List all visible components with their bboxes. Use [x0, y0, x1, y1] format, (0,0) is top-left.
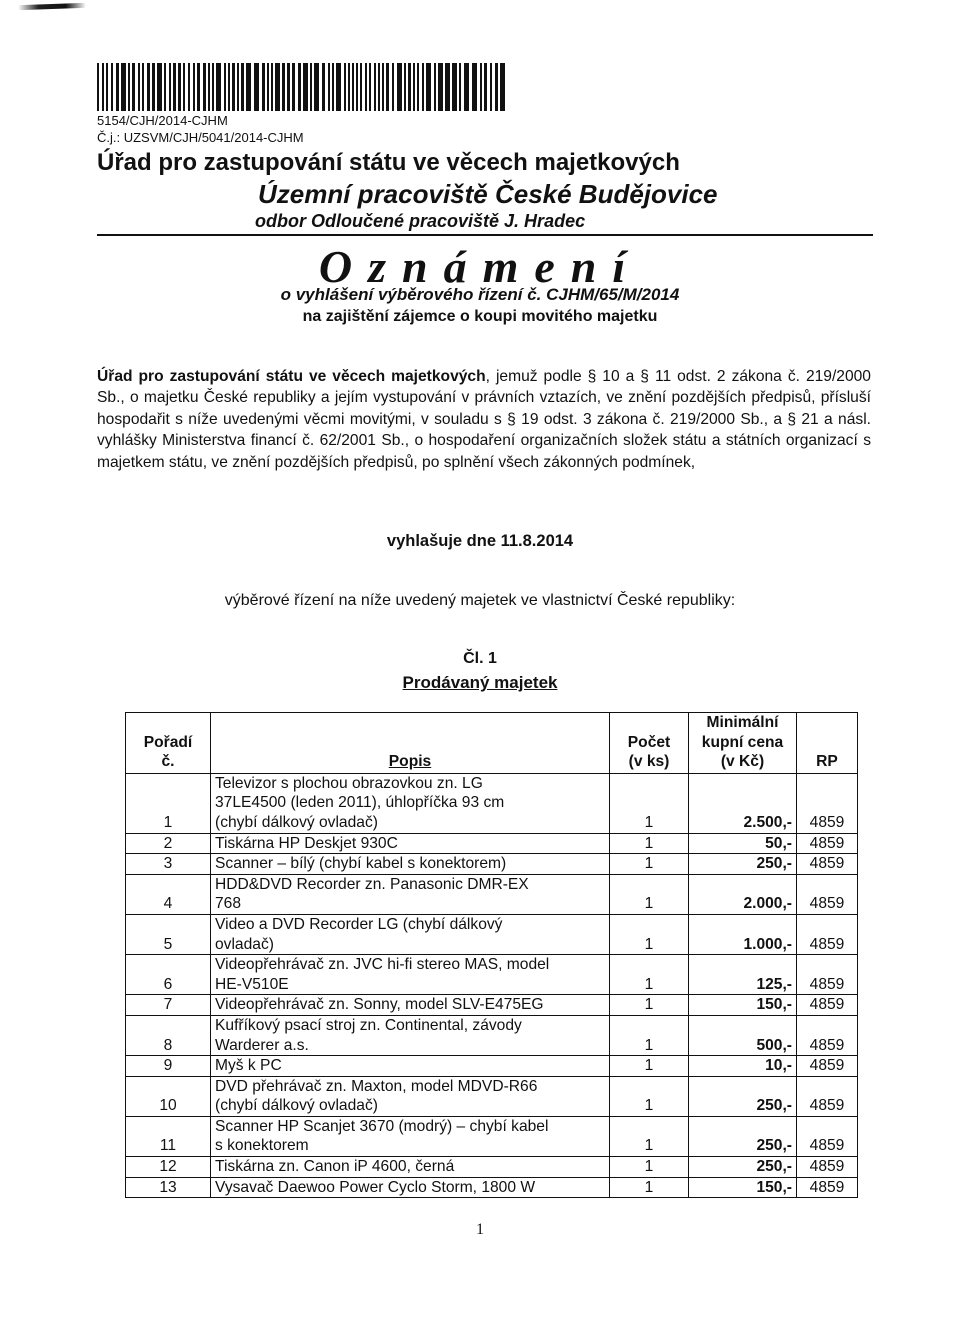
article-title: Prodávaný majetek: [402, 673, 558, 692]
item-description: [211, 1015, 610, 1055]
barcode-bar: [459, 63, 461, 111]
item-rp: 4859: [797, 1177, 858, 1198]
barcode-bar: [298, 63, 301, 111]
item-description-line: Videopřehrávač zn. JVC hi-fi stereo MAS, model: [215, 956, 550, 974]
barcode-bar: [212, 63, 214, 111]
barcode-bar: [216, 63, 221, 111]
item-number: 6: [126, 955, 211, 995]
item-description: [211, 1076, 610, 1116]
barcode-bar: [386, 63, 389, 111]
item-min-price: 125,-: [689, 955, 797, 995]
item-description-line: 768: [215, 895, 242, 913]
item-min-price: 150,-: [689, 995, 797, 1016]
table-header-row: [126, 713, 858, 774]
barcode-bar: [157, 63, 162, 111]
barcode-bar: [314, 63, 319, 111]
item-description-line: Videopřehrávač zn. Sonny, model SLV-E475EG: [215, 996, 544, 1014]
item-description-line: HE-V510E: [215, 975, 289, 993]
barcode-bar: [374, 63, 376, 111]
table-row: [126, 1015, 858, 1055]
barcode-bar: [116, 63, 119, 111]
item-count: 1: [610, 1015, 689, 1055]
barcode-bar: [360, 63, 362, 111]
barcode-bar: [472, 63, 477, 111]
item-description: [211, 914, 610, 954]
barcode-bar: [438, 63, 443, 111]
table-row: [126, 1177, 858, 1198]
barcode-bar: [102, 63, 104, 111]
barcode-bar: [178, 63, 181, 111]
item-number: 2: [126, 833, 211, 854]
barcode-bar: [445, 63, 450, 111]
barcode-bar: [365, 63, 367, 111]
barcode-bar: [495, 63, 498, 111]
intro-text: výběrové řízení na níže uvedený majetek ve vlastnictví České republiky:: [224, 592, 736, 609]
page-number: 1: [476, 1221, 484, 1238]
item-min-price: 250,-: [689, 1076, 797, 1116]
barcode-bar: [164, 63, 166, 111]
item-description: [211, 833, 610, 854]
barcode-bar: [352, 63, 354, 111]
item-number: 3: [126, 854, 211, 875]
item-min-price: 250,-: [689, 1116, 797, 1156]
item-description: [211, 1157, 610, 1178]
header-min-price: Minimální kupní cena (v Kč): [689, 713, 797, 774]
table-row: [126, 773, 858, 833]
barcode-bar: [292, 63, 295, 111]
item-rp: 4859: [797, 914, 858, 954]
table-row: [126, 1116, 858, 1156]
item-description: [211, 1116, 610, 1156]
barcode-bar: [128, 63, 130, 111]
barcode-bar: [262, 63, 265, 111]
item-number: 5: [126, 914, 211, 954]
table-row: [126, 995, 858, 1016]
item-description-line: Myš k PC: [215, 1057, 282, 1075]
barcode-bar: [490, 63, 492, 111]
barcode-bar: [426, 63, 431, 111]
scan-mark: [18, 3, 86, 10]
item-number: 1: [126, 773, 211, 833]
item-description-line: Kufříkový psací stroj zn. Continental, závody: [215, 1016, 522, 1034]
barcode-bar: [378, 63, 380, 111]
barcode-bar: [397, 63, 402, 111]
item-count: 1: [610, 1157, 689, 1178]
item-min-price: 1.000,-: [689, 914, 797, 954]
item-count: 1: [610, 1116, 689, 1156]
item-number: 4: [126, 874, 211, 914]
barcode-bar: [138, 63, 140, 111]
item-description-line: Tiskárna zn. Canon iP 4600, černá: [215, 1158, 455, 1176]
barcode-bar: [332, 63, 334, 111]
barcode-bar: [267, 63, 269, 111]
barcode-bar: [464, 63, 469, 111]
item-count: 1: [610, 1056, 689, 1077]
item-min-price: 150,-: [689, 1177, 797, 1198]
barcode-bar: [322, 63, 325, 111]
item-description-line: (chybí dálkový ovladač): [215, 813, 378, 831]
item-number: 10: [126, 1076, 211, 1116]
barcode-bar: [480, 63, 482, 111]
announce-date: vyhlašuje dne 11.8.2014: [386, 532, 574, 550]
table-row: [126, 833, 858, 854]
item-count: 1: [610, 955, 689, 995]
barcode-bar: [336, 63, 341, 111]
barcode-bar: [484, 63, 487, 111]
table-row: [126, 955, 858, 995]
item-description-line: DVD přehrávač zn. Maxton, model MDVD-R66: [215, 1077, 538, 1095]
barcode-bar: [169, 63, 171, 111]
item-number: 9: [126, 1056, 211, 1077]
barcode-bar: [188, 63, 190, 111]
notice-purpose: na zajištění zájemce o koupi movitého majetku: [302, 308, 658, 325]
item-description: [211, 854, 610, 875]
barcode-bar: [413, 63, 415, 111]
barcode-bar: [228, 63, 230, 111]
item-rp: 4859: [797, 833, 858, 854]
branch-name: Územní pracoviště České Budějovice: [258, 179, 718, 209]
barcode-bar: [287, 63, 290, 111]
table-row: [126, 914, 858, 954]
item-description: [211, 773, 610, 833]
barcode-bar: [500, 63, 505, 111]
notice-subtitle: o vyhlášení výběrového řízení č. CJHM/65/M/2014: [280, 285, 680, 304]
item-rp: 4859: [797, 874, 858, 914]
item-description-line: 37LE4500 (leden 2011), úhlopříčka 93 cm: [215, 794, 505, 812]
barcode-bar: [434, 63, 436, 111]
item-description-line: Vysavač Daewoo Power Cyclo Storm, 1800 W: [215, 1178, 536, 1196]
item-rp: 4859: [797, 1157, 858, 1178]
item-description: [211, 1177, 610, 1198]
table-row: [126, 854, 858, 875]
item-description-line: HDD&DVD Recorder zn. Panasonic DMR-EX: [215, 875, 529, 893]
item-number: 7: [126, 995, 211, 1016]
barcode-bar: [282, 63, 285, 111]
item-rp: 4859: [797, 955, 858, 995]
table-row: [126, 1076, 858, 1116]
item-count: 1: [610, 854, 689, 875]
barcode-bar: [422, 63, 424, 111]
barcode-bar: [208, 63, 210, 111]
header-divider: [97, 234, 873, 236]
item-count: 1: [610, 995, 689, 1016]
office-name-bold: Úřad pro zastupování státu ve věcech majetkových: [97, 368, 486, 385]
article-number: Čl. 1: [463, 650, 497, 667]
item-count: 1: [610, 1177, 689, 1198]
item-min-price: 10,-: [689, 1056, 797, 1077]
item-description: [211, 1056, 610, 1077]
department-name: odbor Odloučené pracoviště J. Hradec: [255, 211, 586, 231]
barcode-bar: [97, 63, 99, 111]
item-rp: 4859: [797, 1116, 858, 1156]
legal-paragraph: [97, 366, 871, 473]
item-count: 1: [610, 833, 689, 854]
office-name: Úřad pro zastupování státu ve věcech majetkových: [97, 149, 680, 176]
item-description-line: Scanner HP Scanjet 3670 (modrý) – chybí kabel: [215, 1117, 549, 1135]
barcode-bar: [111, 63, 113, 111]
barcode-bar: [348, 63, 350, 111]
barcode-bar: [356, 63, 358, 111]
item-rp: 4859: [797, 1076, 858, 1116]
barcode-bar: [275, 63, 280, 111]
item-rp: 4859: [797, 854, 858, 875]
item-description-line: Televizor s plochou obrazovkou zn. LG: [215, 774, 483, 792]
item-rp: 4859: [797, 1056, 858, 1077]
item-description-line: Video a DVD Recorder LG (chybí dálkový: [215, 915, 503, 933]
item-description-line: s konektorem: [215, 1137, 309, 1155]
item-description: [211, 955, 610, 995]
item-description: [211, 995, 610, 1016]
barcode-bar: [392, 63, 394, 111]
item-description-line: (chybí dálkový ovladač): [215, 1097, 378, 1115]
barcode-bar: [408, 63, 411, 111]
barcode-bar: [241, 63, 244, 111]
item-number: 8: [126, 1015, 211, 1055]
item-description-line: Tiskárna HP Deskjet 930C: [215, 834, 398, 852]
barcode-bar: [132, 63, 135, 111]
item-number: 13: [126, 1177, 211, 1198]
table-row: [126, 874, 858, 914]
table-row: [126, 1056, 858, 1077]
item-rp: 4859: [797, 1015, 858, 1055]
barcode-bar: [147, 63, 150, 111]
item-number: 11: [126, 1116, 211, 1156]
barcode-bar: [197, 63, 200, 111]
barcode-bar: [232, 63, 235, 111]
legal-text: , jemuž podle § 10 a § 11 odst. 2 zákona č. 219/2000 Sb., o majetku České republiky a jejím vystupování v právních vztazích, ve znění pozdějších předpisů, přísluší hospodařit s níže uvedenými věcmi movitými, v souladu s § 19 odst. 3 zákona č. 219/2000 Sb., a § 21 a násl. vyhlášky Ministerstva financí č. 62/2001 Sb., o hospodaření organizačních složek státu a státních organizací s majetkem státu, ve znění pozdějších předpisů, po splnění všech zákonných podmínek,: [97, 368, 871, 471]
item-min-price: 2.000,-: [689, 874, 797, 914]
barcode-bar: [173, 63, 176, 111]
barcode-bar: [310, 63, 312, 111]
barcode: [97, 63, 509, 111]
item-min-price: 250,-: [689, 1157, 797, 1178]
barcode-bar: [246, 63, 251, 111]
items-table: [125, 712, 858, 1198]
barcode-bar: [404, 63, 406, 111]
header-rp: RP: [797, 713, 858, 774]
barcode-bar: [452, 63, 457, 111]
item-count: 1: [610, 874, 689, 914]
item-count: 1: [610, 773, 689, 833]
barcode-bar: [142, 63, 144, 111]
barcode-bar: [328, 63, 330, 111]
item-min-price: 2.500,-: [689, 773, 797, 833]
table-row: [126, 1157, 858, 1178]
notice-title: Oznámení: [318, 241, 642, 292]
reference-number: 5154/CJH/2014-CJHM: [97, 113, 228, 128]
barcode-bar: [193, 63, 195, 111]
barcode-bar: [106, 63, 108, 111]
barcode-bar: [271, 63, 273, 111]
header-order: Pořadí č.: [126, 713, 211, 774]
case-number: Č.j.: UZSVM/CJH/5041/2014-CJHM: [97, 130, 304, 145]
item-min-price: 250,-: [689, 854, 797, 875]
item-description-line: Warderer a.s.: [215, 1036, 309, 1054]
barcode-bar: [369, 63, 371, 111]
item-description: [211, 874, 610, 914]
item-number: 12: [126, 1157, 211, 1178]
header-description: Popis: [211, 713, 610, 774]
header-count: Počet (v ks): [610, 713, 689, 774]
barcode-bar: [152, 63, 155, 111]
item-rp: 4859: [797, 773, 858, 833]
item-description-line: ovladač): [215, 935, 274, 953]
item-min-price: 500,-: [689, 1015, 797, 1055]
barcode-bar: [344, 63, 346, 111]
barcode-bar: [183, 63, 185, 111]
item-min-price: 50,-: [689, 833, 797, 854]
barcode-bar: [417, 63, 419, 111]
barcode-bar: [382, 63, 384, 111]
barcode-bar: [237, 63, 239, 111]
item-count: 1: [610, 1076, 689, 1116]
barcode-bar: [224, 63, 226, 111]
barcode-bar: [254, 63, 259, 111]
item-count: 1: [610, 914, 689, 954]
barcode-bar: [203, 63, 206, 111]
item-rp: 4859: [797, 995, 858, 1016]
item-description-line: Scanner – bílý (chybí kabel s konektorem): [215, 855, 507, 873]
barcode-bar: [121, 63, 126, 111]
barcode-bar: [303, 63, 308, 111]
